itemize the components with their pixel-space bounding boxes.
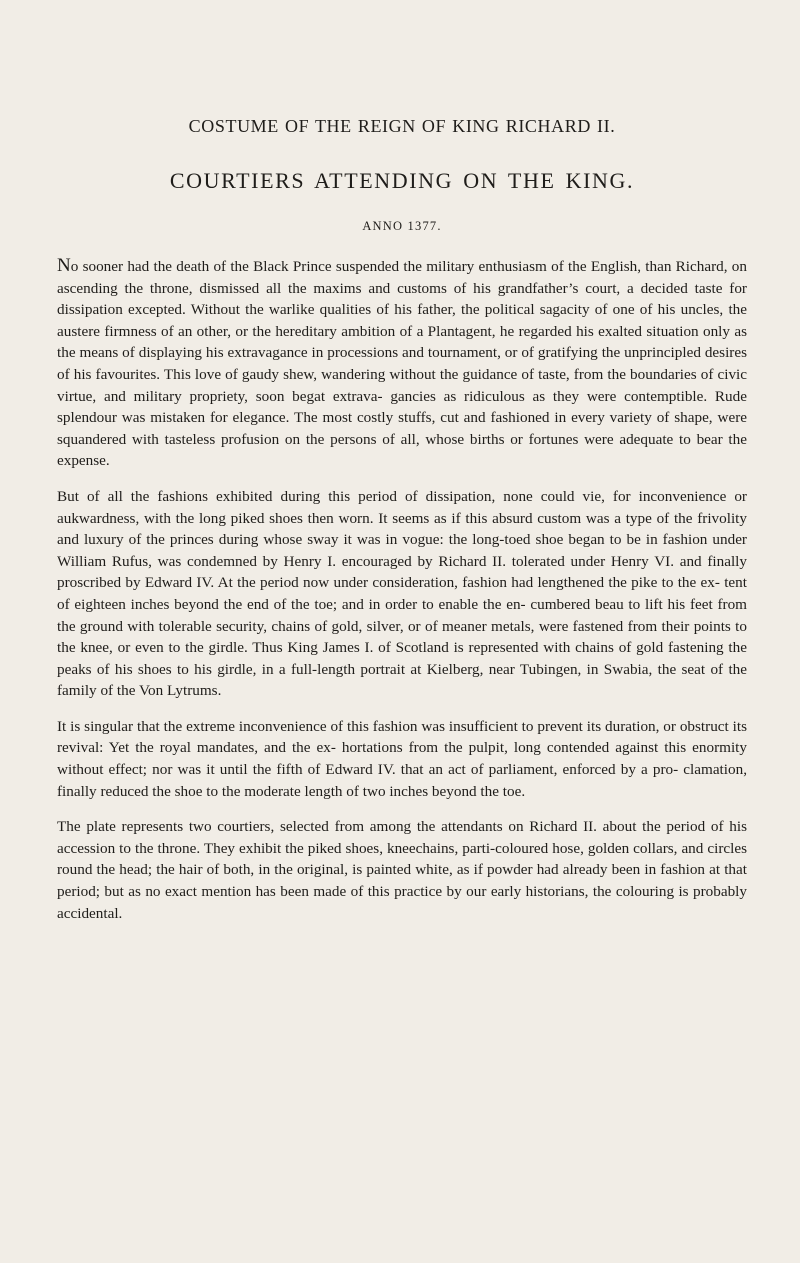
paragraph-4: The plate represents two courtiers, selected from among the attendants on Richard II. about the period of his accession to the throne. They exhibit the piked shoes, kneechains, parti-coloured hose, golden collars, and circles round the head; the hair of both, in the original, is painted white, as if powder had already been in fashion at that period; but as no exact mention has been made of this practice by our early historians, the colouring is probably accidental.	[57, 818, 747, 922]
plate-title: COURTIERS ATTENDING ON THE KING.	[169, 168, 635, 193]
paragraph-2: But of all the fashions exhibited during this period of dissipation, none could vie, for inconvenience or aukwardness, with the long piked shoes then worn. It seems as if this absurd custom was a type of the frivolity and luxury of the princes during whose sway it was in vogue: the long-toed shoe began to be in fashion under William Rufus, was condemned by Henry I. encouraged by Richard II. tolerated under Henry VI. and finally proscribed by Edward IV. At the period now under consideration, fashion had lengthened the pike to the ex- tent of eighteen inches beyond the end of the toe; and in order to enable the en- cumbered beau to lift his feet from the ground with tolerable security, chains of gold, silver, or of meaner metals, were fastened from their points to the knee, or even to the girdle. Thus King James I. of Scotland is represented with chains of gold fastening the peaks of his shoes to his girdle, in a full-length portrait at Kielberg, near Tubingen, in Swabia, the seat of the family of the Von Lytrums.	[57, 487, 747, 700]
running-title: COSTUME OF THE REIGN OF KING RICHARD II.	[188, 116, 616, 136]
anno-date: ANNO 1377.	[362, 219, 442, 233]
body-text	[57, 255, 747, 938]
paragraph-3: It is singular that the extreme inconvenience of this fashion was insufficient to prevent its duration, or obstruct its revival: Yet the royal mandates, and the ex- hortations from the pulpit, long contended against this enormity without effect; nor was it until the fifth of Edward IV. that an act of parliament, enforced by a pro- clamation, finally reduced the shoe to the moderate length of two inches beyond the toe.	[57, 717, 747, 800]
paragraph-1: No sooner had the death of the Black Prince suspended the military enthusiasm of the English, than Richard, on ascending the throne, dismissed all the maxims and customs of his grandfather’s court, a decided taste for dissipation excepted. Without the warlike qualities of his father, the political sagacity of one of his uncles, the austere firmness of an other, or the hereditary ambition of a Plantagent, he regarded his exalted situation only as the means of displaying his extravagance in processions and tournament, or of gratifying the unprincipled desires of his favourites. This love of gaudy shew, wandering without the guidance of taste, from the boundaries of civic virtue, and military propriety, soon begat extrava- gancies as ridiculous as they were contemptible. Rude splendour was mistaken for elegance. The most costly stuffs, cut and fashioned in every variety of shape, were squandered with tasteless profusion on the persons of all, whose births or fortunes were adequate to bear the expense.	[57, 255, 747, 470]
